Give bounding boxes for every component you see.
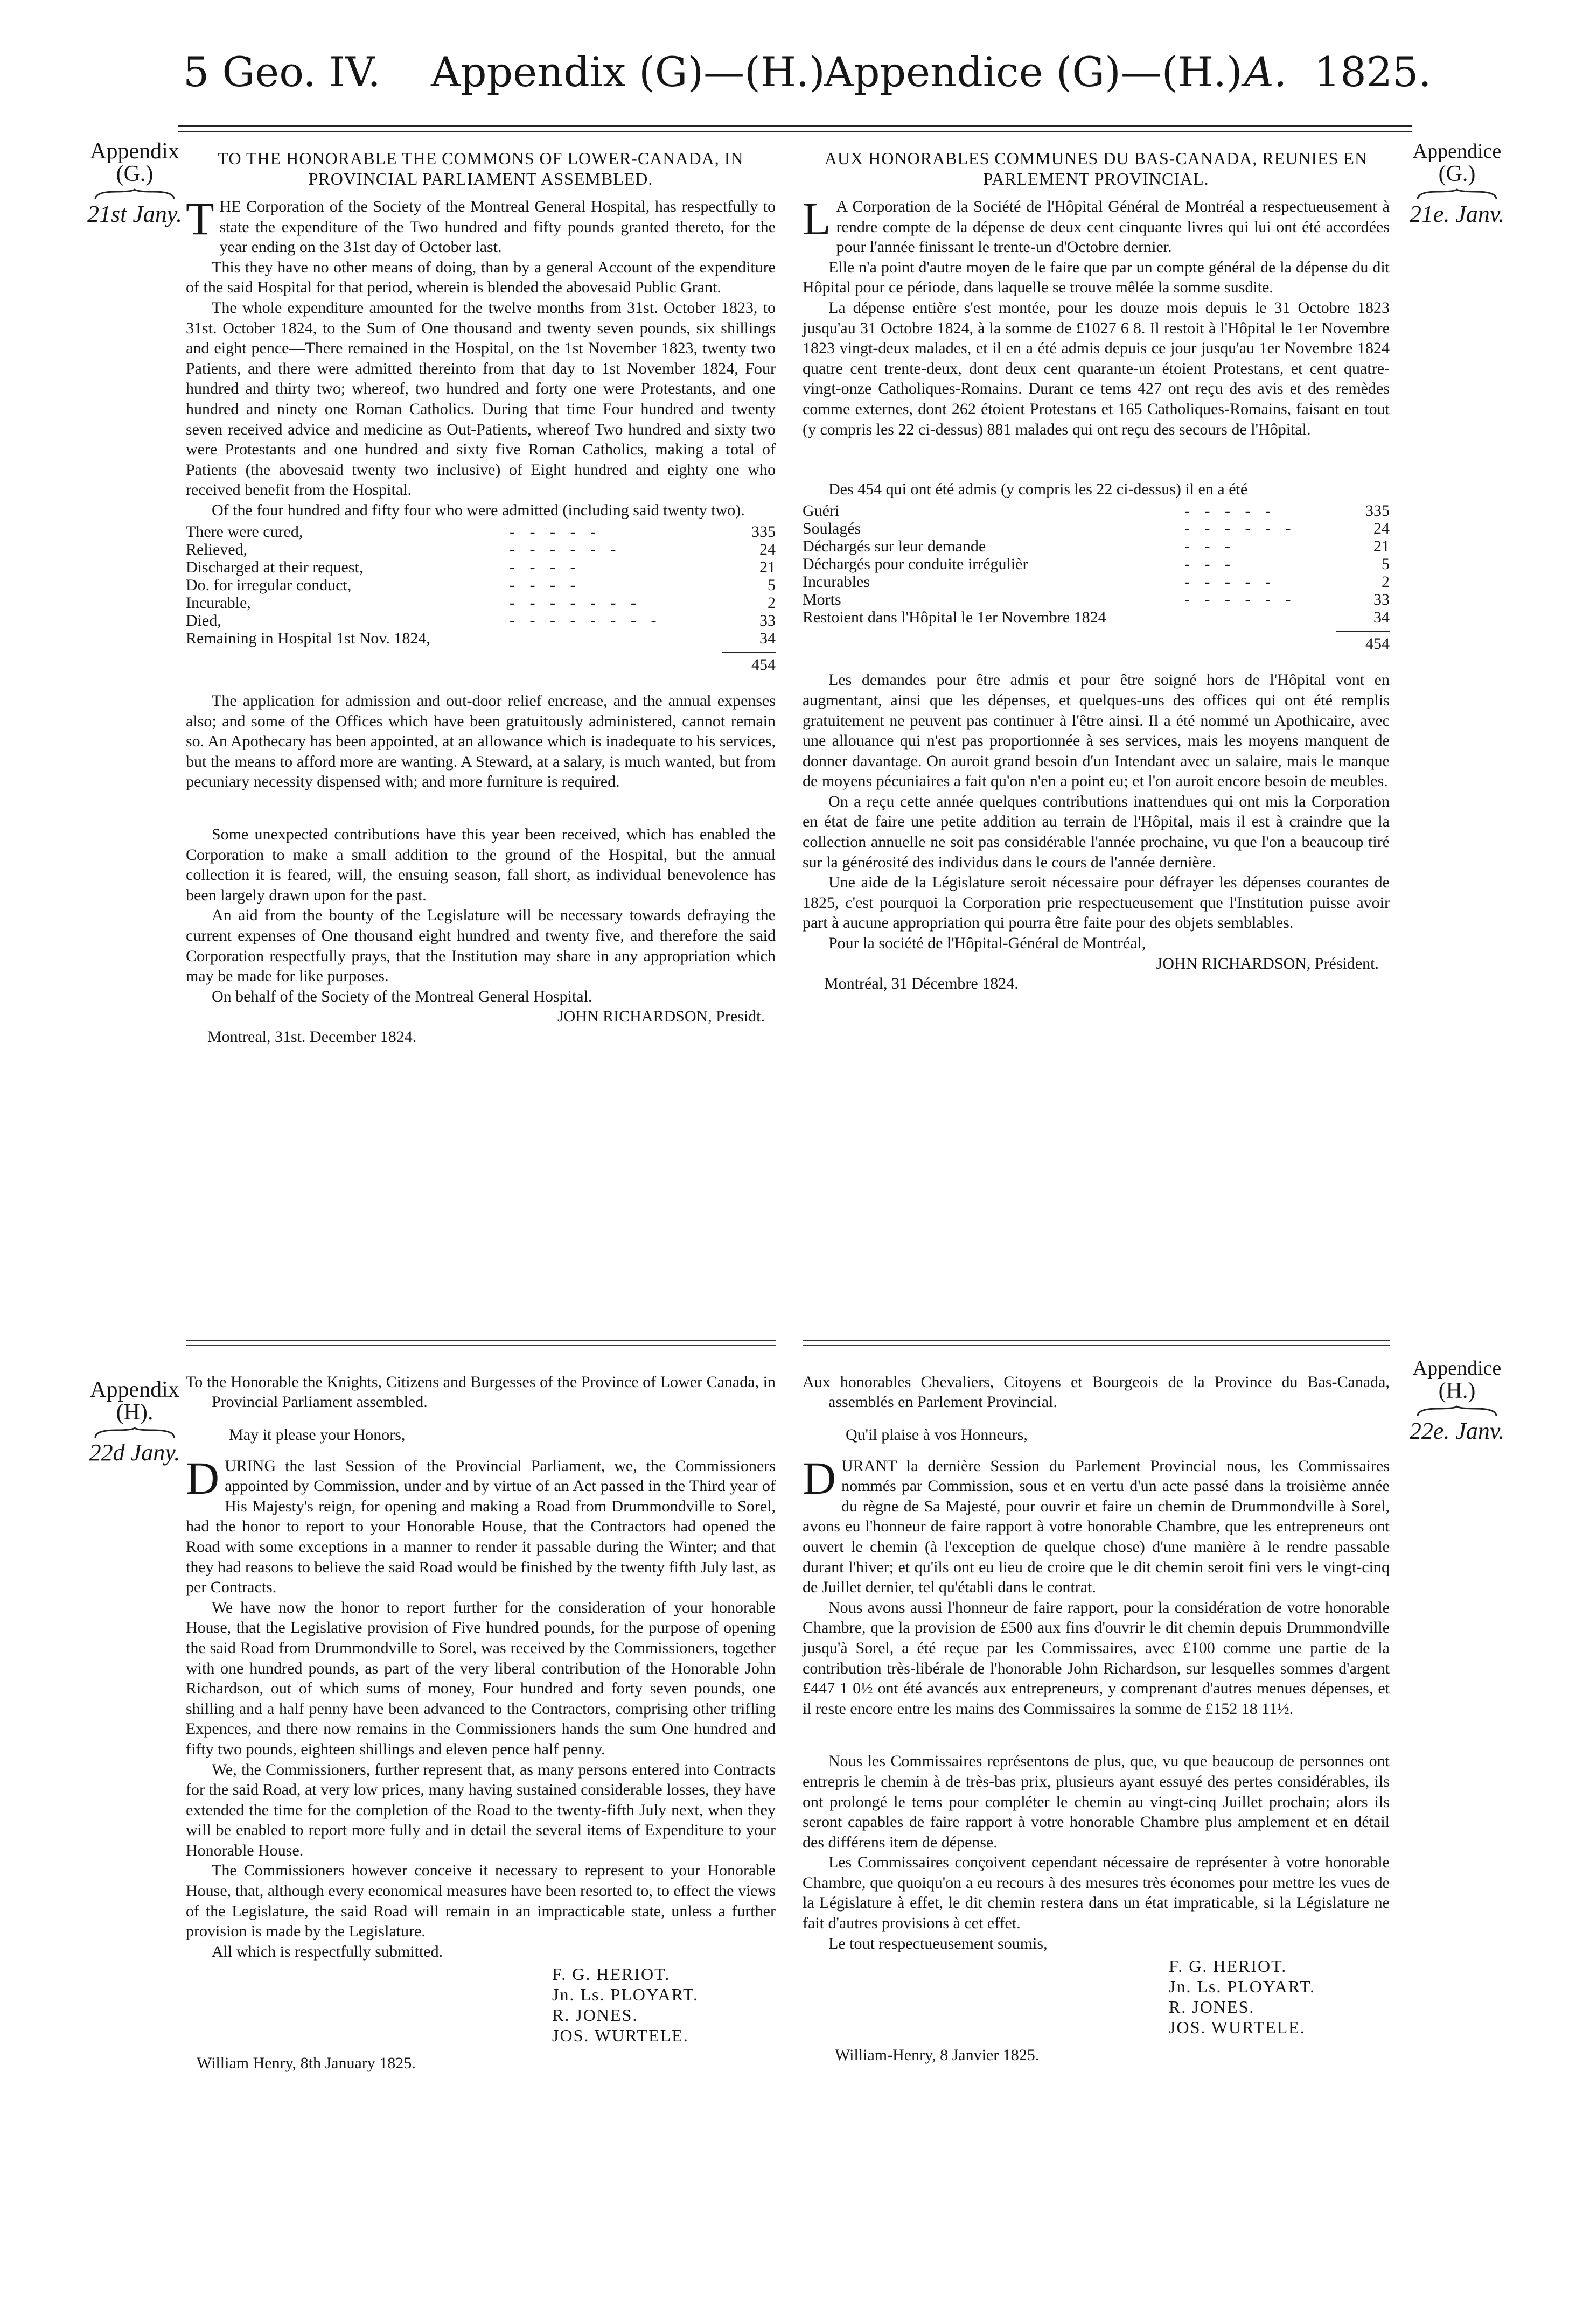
margin-date: 21e. Janv.: [1409, 201, 1505, 227]
signers: [1169, 1956, 1390, 2038]
header-title-en: Appendix (G)—(H.): [431, 48, 825, 96]
signer: F. G. HERIOT.: [1169, 1956, 1287, 1976]
petition-title: Aux honorables Chevaliers, Citoyens et Bourgeois de la Province du Bas-Canada, assemblés en Parlement Provincial.: [803, 1373, 1390, 1411]
paragraph: Des 454 qui ont été admis (y compris les 22 ci-dessus) il en a été: [828, 480, 1248, 499]
table-row: Discharged at their request, - - - - 21: [186, 558, 776, 576]
table-row: Déchargés sur leur demande - - - 21: [803, 537, 1390, 555]
margin-code: (G.): [116, 162, 154, 186]
paragraph: La dépense entière s'est montée, pour les douze mois depuis le 31 Octobre 1823 jusqu'au 31 Octobre 1824, à la somme de £1027 6 8. Il restoit à l'Hôpital le 1er Novembre 1823 vingt-deux malades, et il en a été admis depuis ce jour jusqu'au 1er Novembre 1824 quatre cent trente-deux, dont deux cent quarante-un étoient Protestans, et cent quatre-vingt-onze Catholiques-Romains. Durant ce tems 427 ont reçu des avis et des remèdes comme externes, dont 262 étoient Protestans et 165 Catholiques-Romains, faisant en tout (y compris les 22 ci-dessus) 881 malades qui ont reçu des secours de l'Hôpital.: [803, 298, 1390, 438]
drop-cap: L: [803, 193, 831, 244]
margin-date: 22d Jany.: [89, 1439, 180, 1466]
patients-table: [186, 523, 776, 647]
margin-appendix-h-en: [75, 1378, 194, 1466]
table-row: Remaining in Hospital 1st Nov. 1824, 34: [186, 629, 776, 647]
table-row: Do. for irregular conduct, - - - - 5: [186, 576, 776, 594]
paragraph: On a reçu cette année quelques contributions inattendues qui ont mis la Corporation en état de faire une petite addition au terrain de l'Hôpital, mais il est à craindre que la collection annuelle ne soit pas considérable l'année prochaine, vu que l'on a beaucoup tiré sur la générosité des individus dans le cours de l'année dernière.: [803, 792, 1390, 871]
paragraph: Nous avons aussi l'honneur de faire rapport, pour la considération de votre honorable Chambre, que la provision de £500 aux fins d'ouvrir le dit chemin depuis Drummondville jusqu'à Sorel, a été reçue par les Commissaires, avec £100 comme une partie de la contribution très-libérale de l'honorable John Richardson, sur lesquelles sommes d'argent £447 1 0½ ont été avancés aux entrepreneurs, y comprenant d'autres menues dépenses, et il reste encore entre les mains des Commissaires la somme de £152 18 11½.: [803, 1598, 1390, 1718]
paragraph: All which is respectfully submitted.: [212, 1942, 443, 1961]
petition-body-2: [803, 670, 1390, 953]
paragraph: The whole expenditure amounted for the twelve months from 31st. October 1823, to 31st. October 1824, to the Sum of One thousand and twenty seven pounds, six shillings and eight pence—There remained in the Hospital, on the 1st November 1823, twenty two Patients, and there were admitted thereinto from that day to 1st November 1824, Four hundred and thirty two; whereof, two hundred and forty one were Protestants, and one hundred and ninety one Roman Catholics. During that time Four hundred and twenty seven received advice and medicine as Out-Patients, whereof Two hundred and sixty two were Protestants and one hundred and sixty five Roman Catholics, making a total of Patients (the abovesaid twenty two inclusive) of Eight hundred and eighty one who received benefit from the Hospital.: [186, 298, 776, 499]
signer: R. JONES.: [552, 2005, 638, 2025]
signer: F. G. HERIOT.: [552, 1964, 671, 1984]
table-row: Restoient dans l'Hôpital le 1er Novembre 1824 34: [803, 608, 1390, 626]
paragraph: HE Corporation of the Society of the Montreal General Hospital, has respectfully to state the expenditure of the Two hundred and fifty pounds granted thereto, for the year ending on the 31st day of October last.: [219, 198, 776, 256]
paragraph: We, the Commissioners, further represent that, as many persons entered into Contracts for the said Road, at very low prices, many having sustained considerable losses, they have extended the time for the completion of the Road to the twenty-fifth July next, when they will be enabled to report more fully and in detail the several items of Expenditure to your Honorable House.: [186, 1760, 776, 1859]
table-row: Soulagés - - - - - - 24: [803, 519, 1390, 537]
appendix-h-english: [186, 1372, 776, 2074]
paragraph: Les Commissaires conçoivent cependant nécessaire de représenter à votre honorable Chambre, que quoiqu'on a eu recours à des mesures très économes pour mettre les vues de la Législature à effet, le dit chemin restera dans un état impraticable, si la Législature ne fait d'autres provisions à cet effet.: [803, 1853, 1390, 1933]
appendix-g-french: [803, 148, 1390, 994]
signers: [552, 1964, 776, 2046]
table-total: 454: [722, 652, 776, 675]
petition-title: AUX HONORABLES COMMUNES DU BAS-CANADA, REUNIES EN PARLEMENT PROVINCIAL.: [824, 149, 1368, 188]
header-rule-thick: [178, 125, 1412, 127]
table-row: Incurable, - - - - - - - 2: [186, 593, 776, 612]
place-date: Montréal, 31 Décembre 1824.: [824, 975, 1019, 993]
petition-title: To the Honorable the Knights, Citizens and Burgesses of the Province of Lower Canada, in Provincial Parliament assembled.: [186, 1373, 776, 1411]
paragraph: Nous les Commissaires représentons de plus, que, vu que beaucoup de personnes ont entrepris le chemin à de très-bas prix, plusieurs ayant essuyé des pertes considérables, ils ont prolongé le tems pour compléter le chemin au vingt-cinq Juillet prochain; alors ils seront capables de faire rapport à votre honorable Chambre plus amplement et en détail des différens item de dépense.: [803, 1752, 1390, 1851]
paragraph: On behalf of the Society of the Montreal General Hospital.: [212, 987, 592, 1005]
appendix-g-english: [186, 148, 776, 1047]
salutation: May it please your Honors,: [229, 1426, 406, 1444]
brace-icon: [94, 1427, 175, 1439]
margin-date: 22e. Janv.: [1409, 1418, 1505, 1444]
section-rule-en-thin: [186, 1345, 776, 1346]
paragraph: An aid from the bounty of the Legislature will be necessary towards defraying the current expenses of One thousand eight hundred and twenty five, and therefore the said Corporation respectfully prays, that the Institution may share in any appropriation which may be made for like purposes.: [186, 906, 776, 985]
margin-label: Appendice: [1412, 140, 1502, 163]
petition-body-2: [186, 691, 776, 1006]
header-year-prefix: A.: [1244, 48, 1287, 96]
table-row: There were cured, - - - - - 335: [186, 522, 776, 541]
margin-label: Appendix: [90, 139, 179, 164]
drop-cap: T: [186, 193, 214, 244]
margin-label: Appendice: [1412, 1357, 1502, 1380]
header-title-fr: Appendice (G)—(H.): [824, 48, 1243, 96]
petition-title: TO THE HONORABLE THE COMMONS OF LOWER-CANADA, IN PROVINCIAL PARLIAMENT ASSEMBLED.: [218, 149, 744, 188]
paragraph: We have now the honor to report further for the consideration of your honorable House, that the Legislative provision of Five hundred pounds, for the purpose of opening the said Road from Drummondville to Sorel, was received by the Commissioners, together with one hundred pounds, as part of the very liberal contribution of the Honorable John Richardson, out of which sums of money, Four hundred and forty seven pounds, one shilling and a half penny have been advanced to the Contractors, comprising other trifling Expences, and there now remains in the Commissioners hands the sum One hundred and fifty two pounds, eighteen shillings and eleven pence half penny.: [186, 1598, 776, 1758]
header-reign: 5 Geo. IV.: [183, 48, 381, 96]
paragraph: Elle n'a point d'autre moyen de le faire que par un compte général de la dépense du dit Hôpital pour ce période, dans laquelle se trouve mêlée la somme susdite.: [803, 258, 1390, 297]
margin-appendix-g-en: [75, 140, 194, 228]
table-row: Died, - - - - - - - - 33: [186, 611, 776, 629]
margin-appendix-g-fr: [1395, 140, 1519, 228]
petition-body: [186, 193, 776, 521]
section-rule-fr: [803, 1340, 1390, 1341]
drop-cap: D: [803, 1452, 836, 1504]
brace-icon: [1417, 188, 1497, 200]
table-total: 454: [1336, 631, 1390, 654]
paragraph: Some unexpected contributions have this year been received, which has enabled the Corporation to make a small addition to the ground of the Hospital, but the annual collection it is feared, will, the ensuing season, fall short, as individual benevolence has been largely drawn upon for the past.: [186, 825, 776, 904]
table-row: Relieved, - - - - - - 24: [186, 540, 776, 558]
drop-cap: D: [186, 1452, 220, 1504]
signer: R. JONES.: [1169, 1997, 1255, 2017]
margin-code: (H.): [1438, 1378, 1476, 1403]
margin-code: (G.): [1438, 162, 1476, 186]
paragraph: Une aide de la Législature seroit nécessaire pour défrayer les dépenses courantes de 1825, c'est pourquoi la Corporation prie respectueusement que l'Institution puisse avoir part à aucune appropriation qui pourra être faite pour des objets semblables.: [803, 873, 1390, 932]
margin-label: Appendix: [90, 1377, 179, 1402]
place-date: William Henry, 8th January 1825.: [197, 2054, 416, 2073]
paragraph: Of the four hundred and fifty four who were admitted (including said twenty two).: [212, 501, 745, 519]
table-row: Incurables - - - - - 2: [803, 572, 1390, 591]
signer: JOHN RICHARDSON, Presidt.: [557, 1007, 765, 1026]
margin-appendix-h-fr: [1395, 1357, 1519, 1445]
paragraph: Les demandes pour être admis et pour être soigné hors de l'Hôpital vont en augmentant, ainsi que les dépenses, et quelques-uns des offices qui ont été remplis gratuitement ne peuvent pas continuer à l'être ainsi. Il a été nommé un Apothicaire, avec une allouance qui n'est pas proportionnée à ses services, mais les moyens manquent de donner davantage. On auroit grand besoin d'un Intendant avec un salaire, mais le manque de moyens pécuniaires a fait qu'on n'en a point eu; et l'on auroit encore besoin de meubles.: [803, 671, 1390, 790]
paragraph: Pour la société de l'Hôpital-Général de Montréal,: [828, 934, 1146, 953]
signer: JOS. WURTELE.: [552, 2026, 689, 2046]
margin-code: (H).: [116, 1400, 154, 1425]
appendix-h-french: [803, 1372, 1390, 2066]
place-date: Montreal, 31st. December 1824.: [207, 1028, 417, 1046]
paragraph: A Corporation de la Société de l'Hôpital Général de Montréal a respectueusement à rendre compte de la dépense de deux cent cinquante livres qui lui ont été accordées pour l'année finissant le trente-un d'Octobre dernier.: [836, 198, 1390, 256]
paragraph: The application for admission and out-door relief encrease, and the annual expenses also; and some of the Offices which have been gratuitously administered, cannot remain so. An Apothecary has been appointed, at an allowance which is inadequate to his services, but the means to afford more are wanting. A Steward, at a salary, is much wanted, but from pecuniary necessity dispensed with; and more furniture is required.: [186, 692, 776, 791]
salutation: Qu'il plaise à vos Honneurs,: [846, 1426, 1028, 1444]
signer: Jn. Ls. PLOYART.: [1169, 1977, 1316, 1997]
paragraph: URING the last Session of the Provincial Parliament, we, the Commissioners appointed by Commission, under and by virtue of an Act passed in the Third year of His Majesty's reign, for opening and making a Road from Drummondville to Sorel, had the honor to report to your Honorable House, that the Contractors had opened the Road with some exceptions in a manner to render it passable during the Winter; and that they had reasons to believe the said Road would be finished by the twenty fifth July last, as per Contracts.: [186, 1457, 776, 1597]
table-row: Morts - - - - - - 33: [803, 590, 1390, 608]
petition-body: [186, 1452, 776, 1962]
paragraph: Le tout respectueusement soumis,: [828, 1934, 1048, 1952]
paragraph: URANT la dernière Session du Parlement Provincial nous, les Commissaires nommés par Commission, sous et en vertu d'un acte passé dans la troisième année du règne de Sa Majesté, pour ouvrir et faire un chemin de Drummondville à Sorel, avons eu l'honneur de faire rapport à votre honorable Chambre, que les entrepreneurs ont ouvert le chemin (à l'exception de quelque chose) d'une manière à le rendre passable durant l'hiver; et qu'ils ont eu lieu de croire que le dit chemin seroit fini vers le vingt-cinq de Juillet dernier, tel qu'établi dans le contrat.: [803, 1457, 1390, 1597]
brace-icon: [94, 188, 175, 200]
brace-icon: [1417, 1405, 1497, 1417]
paragraph: This they have no other means of doing, than by a general Account of the expenditure of the said Hospital for that period, wherein is blended the abovesaid Public Grant.: [186, 258, 776, 297]
place-date: William-Henry, 8 Janvier 1825.: [835, 2046, 1040, 2064]
petition-body: [803, 1452, 1390, 1954]
section-rule-fr-thin: [803, 1345, 1390, 1346]
petition-body: [803, 193, 1390, 500]
header-rule-thin: [178, 131, 1412, 132]
patients-table: [803, 502, 1390, 626]
table-row: Déchargés pour conduite irrégulièr - - - 5: [803, 555, 1390, 573]
signer: JOHN RICHARDSON, Président.: [1156, 954, 1379, 972]
signer: Jn. Ls. PLOYART.: [552, 1985, 699, 2005]
signer: JOS. WURTELE.: [1169, 2018, 1306, 2038]
table-row: Guéri - - - - - 335: [803, 501, 1390, 520]
header-year: 1825.: [1314, 48, 1432, 96]
margin-date: 21st Jany.: [87, 201, 182, 227]
section-rule-en: [186, 1340, 776, 1341]
paragraph: The Commissioners however conceive it necessary to represent to your Honorable House, that, although every economical measures have been resorted to, to effect the views of the Legislature, the said Road will remain in an impracticable state, unless a further provision is made by the Legislature.: [186, 1861, 776, 1941]
